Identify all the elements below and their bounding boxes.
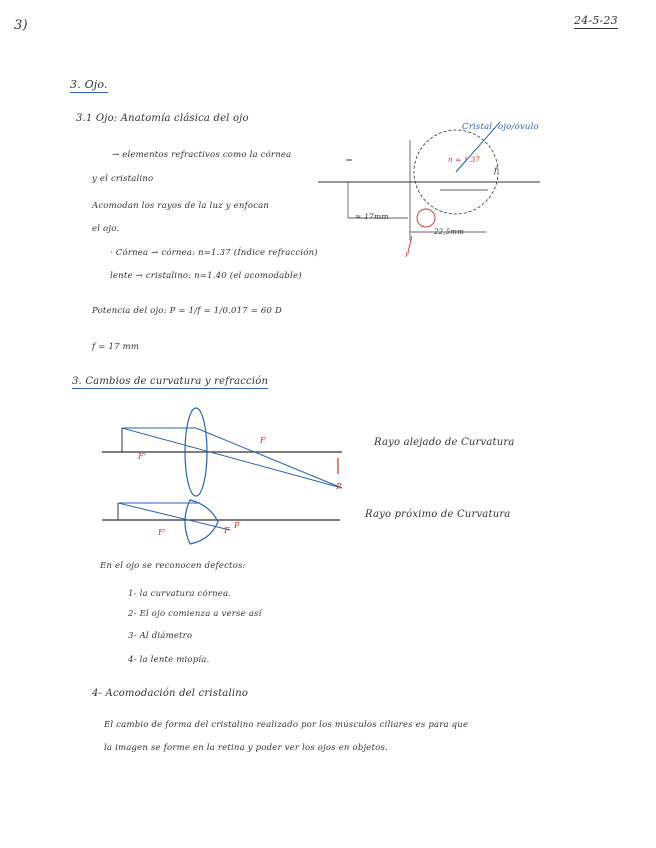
s31-line-6: lente → cristalino: n=1.40 (el acomodable) bbox=[110, 271, 302, 281]
s4-line-1: El cambio de forma del cristalino realizado por los músculos ciliares es para que bbox=[104, 720, 469, 730]
s32-intro: En el ojo se reconocen defectos: bbox=[100, 561, 246, 571]
s31-line-1: → elementos refractivos como la córnea bbox=[112, 150, 292, 160]
ray2-label: Rayo próximo de Curvatura bbox=[365, 509, 511, 520]
page-date: 24-5-23 bbox=[574, 14, 618, 27]
eye-label-f: f bbox=[494, 166, 498, 176]
bottom-P-mark: P bbox=[234, 521, 240, 530]
s31-line-7: Potencia del ojo: P = 1/f = 1/0.017 = 60 D bbox=[92, 306, 283, 316]
s31-line-2: y el cristalino bbox=[92, 174, 154, 184]
s4-heading: 4- Acomodación del cristalino bbox=[92, 688, 249, 699]
s32-item-3: 3- Al diámetro bbox=[128, 631, 193, 641]
s4-line-2: la imagen se forme en la retina y poder ver los ojos en objetos. bbox=[104, 743, 388, 753]
s31-line-5: · Córnea → córnea: n=1.37 (Índice refracción) bbox=[110, 248, 318, 258]
s31-line-3: Acomodan los rayos de la luz y enfocan bbox=[92, 201, 270, 211]
page-number: 3) bbox=[14, 18, 28, 33]
eye-label-len: ≈ 17mm bbox=[355, 212, 389, 221]
section-title: 3. Ojo. bbox=[70, 78, 108, 91]
s31-heading: 3.1 Ojo: Anatomía clásica del ojo bbox=[76, 113, 249, 124]
s32-item-4: 4- la lente miopía. bbox=[128, 655, 210, 665]
eye-label-len2: 22,5mm bbox=[434, 228, 465, 236]
s32-item-1: 1- la curvatura córnea. bbox=[128, 589, 232, 599]
bottom-F-mark: F bbox=[224, 526, 230, 535]
top-P-mark: P bbox=[336, 482, 342, 491]
bottom-Fprime-mark: F' bbox=[158, 528, 167, 537]
eye-label-n: n ≈ 1.37 bbox=[448, 156, 481, 164]
s32-item-2: 2- El ojo comienza a verse así bbox=[128, 609, 262, 619]
top-F-mark: F bbox=[260, 436, 266, 445]
ray1-label: Rayo alejado de Curvatura bbox=[374, 437, 515, 448]
s32-heading: 3. Cambios de curvatura y refracción bbox=[72, 376, 269, 387]
top-Fprime-mark: F' bbox=[138, 452, 147, 461]
s31-line-4: el ojo. bbox=[92, 224, 120, 234]
eye-label-crystal: Cristal. ojo/óvulo bbox=[462, 122, 539, 132]
s31-line-8: f = 17 mm bbox=[92, 342, 140, 352]
eye-label-r: r bbox=[405, 250, 410, 260]
